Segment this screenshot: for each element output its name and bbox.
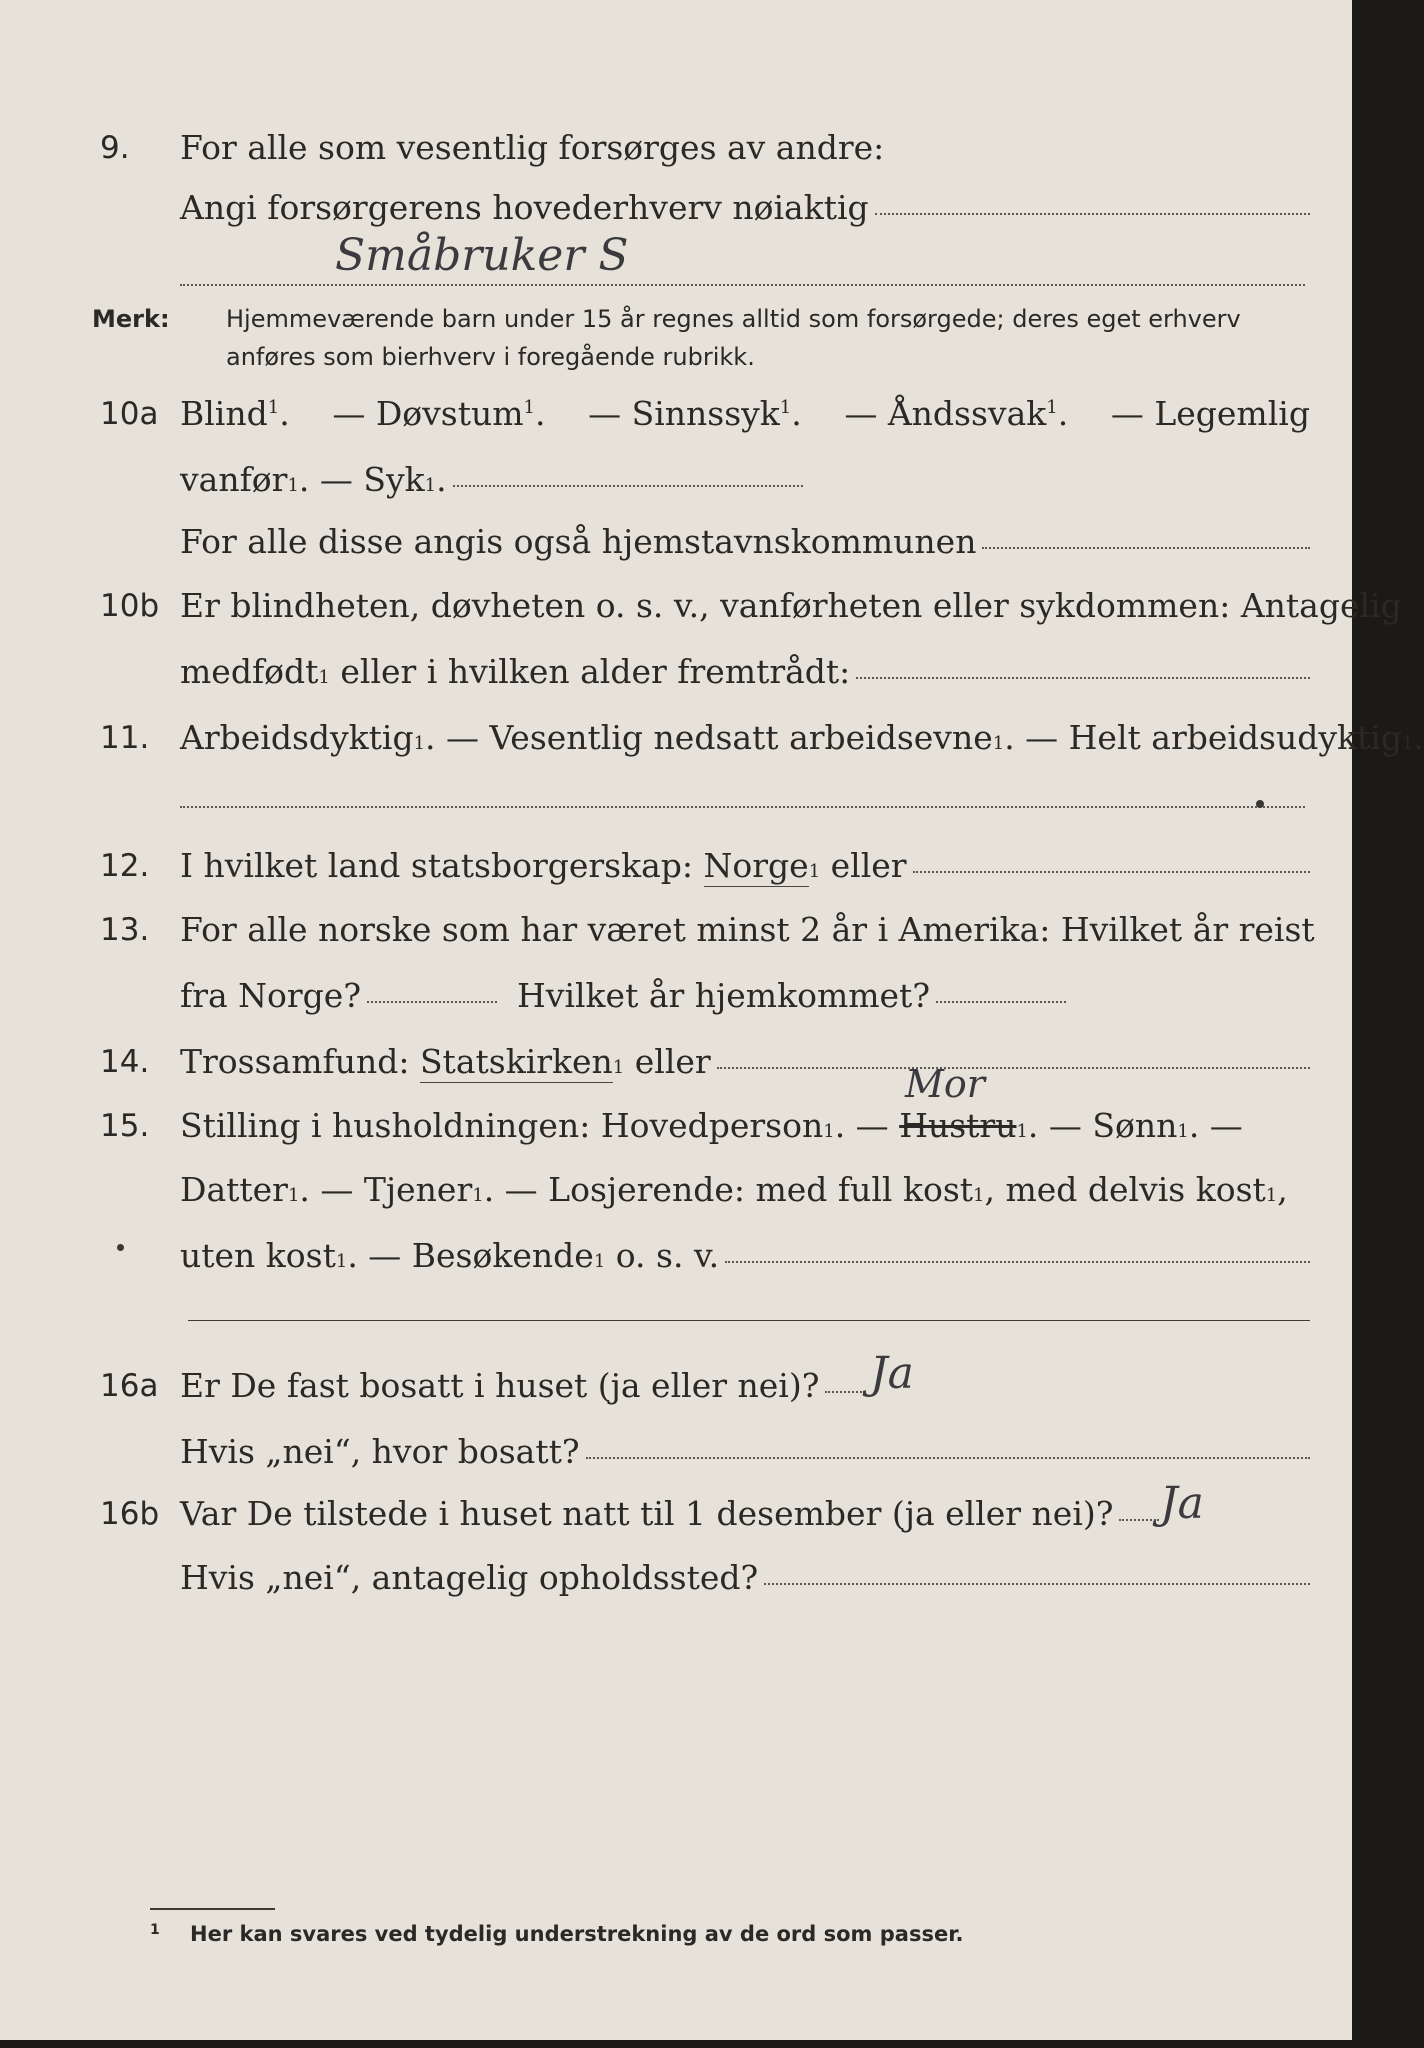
option-arbeidsdyktig[interactable]: Arbeidsdyktig: [180, 718, 414, 757]
question-text: Hvilket år hjemkommet?: [517, 976, 931, 1015]
question-number: 11.: [100, 720, 150, 756]
ink-dot: [117, 1244, 124, 1251]
option-sinnssyk[interactable]: — Sinnssyk: [588, 394, 780, 433]
question-text: Hvis „nei“, hvor bosatt?: [180, 1432, 580, 1471]
answer-field[interactable]: [188, 1320, 1310, 1321]
option-legemlig[interactable]: — Legemlig: [1110, 394, 1310, 433]
question-text: Er blindheten, døvheten o. s. v., vanførheten eller sykdommen: Antagelig: [180, 586, 1402, 625]
answer-field[interactable]: [586, 1437, 1310, 1459]
question-text: For alle som vesentlig forsørges av andre:: [180, 128, 885, 167]
footnote-rule: [150, 1908, 275, 1910]
question-number: 12.: [100, 848, 150, 884]
option-besokende[interactable]: . — Besøkende: [347, 1236, 594, 1275]
handwritten-answer: Småbruker S: [335, 230, 629, 281]
handwritten-answer: Ja: [870, 1348, 914, 1399]
answer-field[interactable]: [764, 1563, 1310, 1585]
option-hovedperson[interactable]: Stilling i husholdningen: Hovedperson: [180, 1106, 824, 1145]
question-text: eller: [830, 846, 907, 885]
question-text: Angi forsørgerens hovederhverv nøiaktig: [180, 188, 869, 227]
option-vanfor[interactable]: vanfør: [180, 460, 288, 499]
question-number: 10a: [100, 396, 159, 432]
answer-field[interactable]: [825, 1371, 865, 1393]
question-text: Trossamfund:: [180, 1042, 410, 1081]
footnote-mark: 1: [150, 1922, 160, 1938]
question-text: Var De tilstede i huset natt til 1 desember (ja eller nei)?: [180, 1494, 1114, 1533]
question-text: Hvis „nei“, antagelig opholdssted?: [180, 1558, 759, 1597]
option-nedsatt[interactable]: . — Vesentlig nedsatt arbeidsevne: [425, 718, 993, 757]
option-andssvak[interactable]: — Åndssvak: [844, 394, 1047, 433]
answer-field[interactable]: [1119, 1499, 1159, 1521]
census-form-page: 9. For alle som vesentlig forsørges av andre: Angi forsørgerens hovederhverv nøiaktig Småbruker S Merk: Hjemmeværende barn under 15 år regnes alltid som forsørgede; deres eget erhverv anføres som bierhverv i foregående rubrikk. 10a Blind$^1$. — Døvstum$^1$. — Sinnssyk$^1$. — Åndssvak$^1$. — Legemlig vanfør 1 . — Syk 1 . For alle disse angis også hjemstavnskommunen 10b Er blindheten, døvheten o. s. v., vanførheten eller sykdommen: Antagelig medfødt 1 eller i hvilken alder fremtrådt: 11. Arbeidsdyktig 1 . — Vesentlig nedsatt arbeidsevne 1 . — Helt arbeidsudyktig 1 . 12. I hvilket land statsborgerskap: Norge 1 eller 13. For alle norske som har været minst 2 år i Amerika: Hvilket år reist fra Norge? Hvilket år hjemkommet? 14. Trossamfund: Statskirken 1 eller Mor 15. Stilling i husholdningen: Hovedperson 1 . — Hustru 1 . — Sønn 1 . — Datter 1 . — Tjener 1 . — Losjerende: med full kost 1 , med delvis kost 1 , uten kost 1 . — Besøkende 1 o. s. v. 16a Er De fast bosatt i huset (ja eller nei)? Hvis „nei“, hvor bosatt? Ja 16b Var De tilstede i huset natt til 1 desember (ja eller nei)? Hvis „nei“, antagelig opholdssted? Ja 1 Her kan svares ved tydelig understrekning av de ord som passer.: [0, 0, 1352, 2040]
question-text: Er De fast bosatt i huset (ja eller nei)?: [180, 1366, 820, 1405]
question-number: 16a: [100, 1368, 159, 1404]
option-hustru[interactable]: Hustru: [899, 1106, 1017, 1145]
option-uten-kost[interactable]: uten kost: [180, 1236, 336, 1275]
note-text: Hjemmeværende barn under 15 år regnes alltid som forsørgede; deres eget erhverv: [226, 305, 1241, 333]
option-full-kost[interactable]: . — Losjerende: med full kost: [483, 1170, 974, 1209]
option-statskirken[interactable]: Statskirken: [419, 1042, 613, 1081]
footnote-text: Her kan svares ved tydelig understrekning av de ord som passer.: [190, 1922, 964, 1946]
question-text: For alle disse angis også hjemstavnskommunen: [180, 522, 977, 561]
question-text: I hvilket land statsborgerskap:: [180, 846, 694, 885]
question-number: 13.: [100, 912, 150, 948]
option-blind[interactable]: Blind: [180, 394, 268, 433]
option-dovstum[interactable]: — Døvstum: [332, 394, 524, 433]
answer-field[interactable]: [913, 851, 1310, 873]
note-text: anføres som bierhverv i foregående rubrikk.: [226, 343, 755, 371]
handwritten-answer: Mor: [905, 1062, 985, 1106]
question-text: fra Norge?: [180, 976, 362, 1015]
question-number: 10b: [100, 588, 160, 624]
note-label: Merk:: [92, 305, 170, 333]
question-text: o. s. v.: [615, 1236, 720, 1275]
option-sonn[interactable]: . — Sønn: [1027, 1106, 1178, 1145]
option-medfodt[interactable]: medfødt: [180, 652, 319, 691]
answer-field[interactable]: [717, 1047, 1310, 1069]
question-text: eller: [634, 1042, 711, 1081]
option-delvis-kost[interactable]: , med delvis kost: [984, 1170, 1266, 1209]
question-number: 15.: [100, 1108, 150, 1144]
question-number: 16b: [100, 1496, 160, 1532]
answer-field[interactable]: [453, 465, 803, 487]
answer-field[interactable]: [367, 981, 497, 1003]
answer-field[interactable]: [856, 657, 1310, 679]
question-text: eller i hvilken alder fremtrådt:: [340, 652, 851, 691]
ink-dot: [1256, 800, 1264, 808]
question-number: 9.: [100, 130, 130, 166]
handwritten-answer: Ja: [1160, 1478, 1204, 1529]
option-syk[interactable]: — Syk: [319, 460, 425, 499]
option-datter[interactable]: Datter: [180, 1170, 288, 1209]
answer-field[interactable]: [180, 806, 1305, 808]
answer-field[interactable]: [875, 193, 1310, 215]
question-text: For alle norske som har været minst 2 år i Amerika: Hvilket år reist: [180, 910, 1315, 949]
option-tjener[interactable]: . — Tjener: [299, 1170, 473, 1209]
answer-field[interactable]: [725, 1241, 1310, 1263]
answer-field[interactable]: [180, 284, 1305, 286]
question-number: 14.: [100, 1044, 150, 1080]
option-norge[interactable]: Norge: [703, 846, 809, 885]
answer-field[interactable]: [936, 981, 1066, 1003]
option-udyktig[interactable]: . — Helt arbeidsudyktig: [1004, 718, 1402, 757]
answer-field[interactable]: [982, 527, 1310, 549]
